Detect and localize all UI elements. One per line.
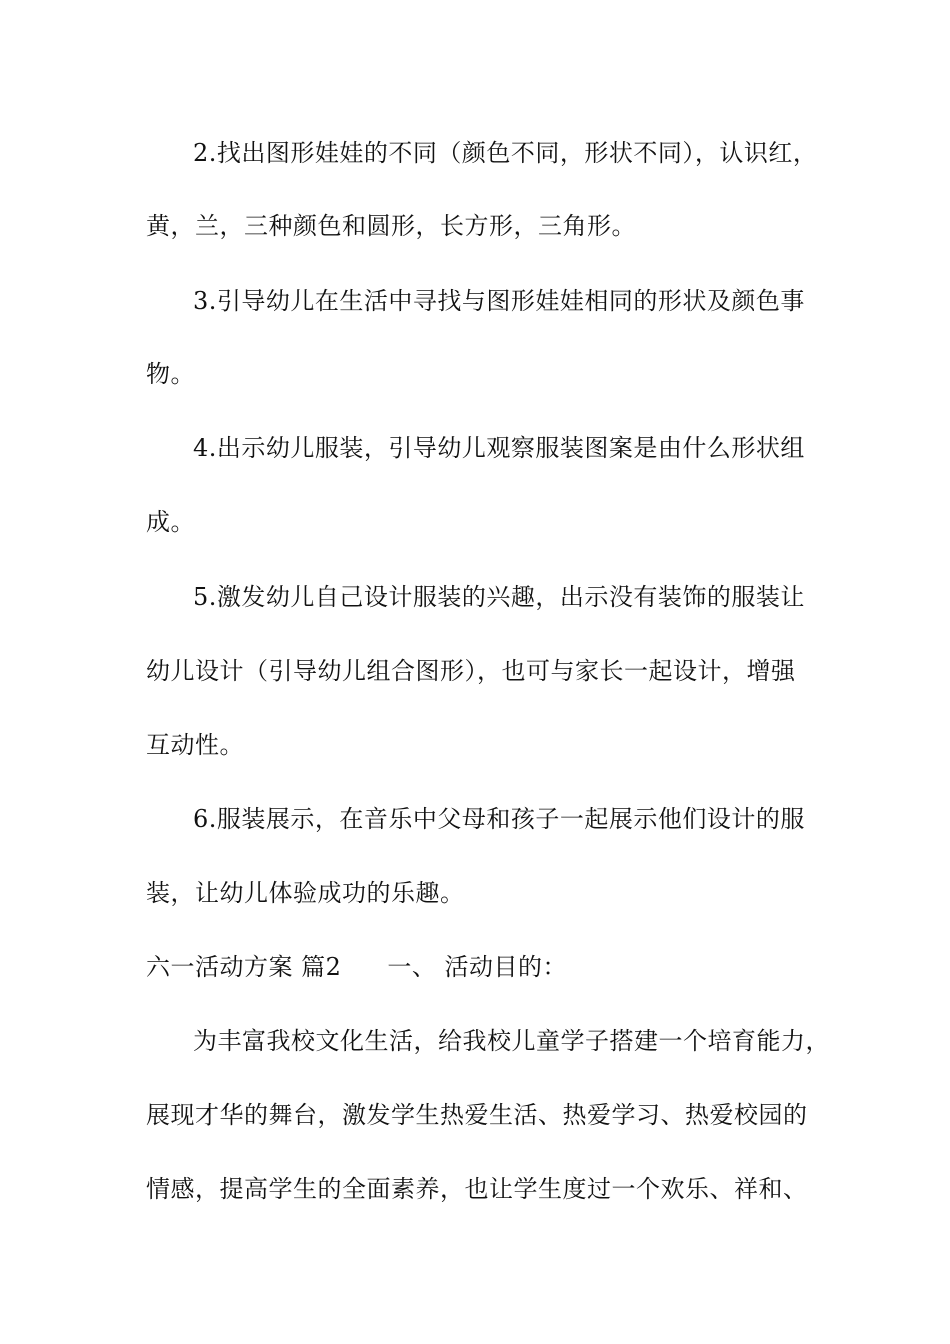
- paragraph-line: 3.引导幼儿在生活中寻找与图形娃娃相同的形状及颜色事: [193, 287, 805, 315]
- paragraph-line: 幼儿设计（引导幼儿组合图形），也可与家长一起设计，增强: [146, 657, 796, 685]
- paragraph-line: 5.激发幼儿自己设计服装的兴趣，出示没有装饰的服装让: [193, 583, 805, 611]
- paragraph-line: 互动性。: [146, 731, 244, 759]
- section-title: 六一活动方案 篇2: [146, 953, 342, 981]
- paragraph-line: 为丰富我校文化生活，给我校儿童学子搭建一个培育能力，: [193, 1027, 830, 1055]
- paragraph-line: 成。: [146, 508, 195, 536]
- paragraph-line: 黄，兰，三种颜色和圆形，长方形，三角形。: [146, 212, 636, 240]
- paragraph-line: 6.服装展示，在音乐中父母和孩子一起展示他们设计的服: [193, 805, 805, 833]
- paragraph-line: 展现才华的舞台，激发学生热爱生活、热爱学习、热爱校园的: [146, 1101, 808, 1129]
- section-subheading: 一、 活动目的：: [387, 953, 568, 981]
- paragraph-line: 装，让幼儿体验成功的乐趣。: [146, 879, 465, 907]
- paragraph-line: 2.找出图形娃娃的不同（颜色不同，形状不同），认识红，: [193, 139, 818, 167]
- section-heading: [146, 950, 826, 984]
- paragraph-line: 4.出示幼儿服装，引导幼儿观察服装图案是由什么形状组: [193, 434, 805, 462]
- paragraph-line: 物。: [146, 360, 195, 388]
- paragraph-line: 情感，提高学生的全面素养，也让学生度过一个欢乐、祥和、: [146, 1175, 808, 1203]
